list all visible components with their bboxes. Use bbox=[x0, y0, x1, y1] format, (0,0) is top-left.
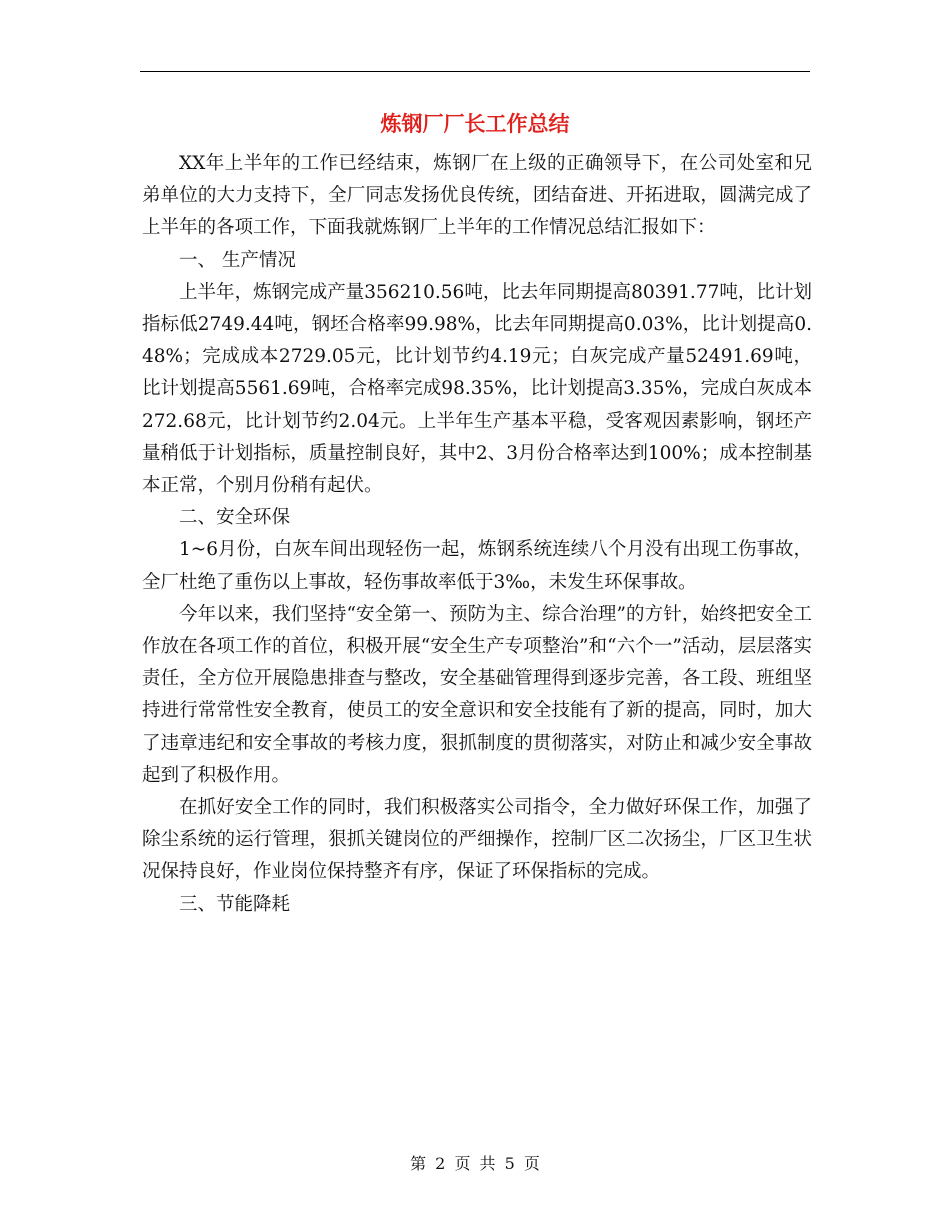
paragraph-safety-incidents: 1~6月份，白灰车间出现轻伤一起，炼钢系统连续八个月没有出现工伤事故，全厂杜绝了重伤以上事故，轻伤事故率低于3‰，未发生环保事故。 bbox=[142, 539, 812, 593]
document-title: 炼钢厂厂长工作总结 bbox=[380, 112, 570, 136]
header-rule bbox=[140, 71, 810, 72]
paragraph-safety-policy: 今年以来，我们坚持“安全第一、预防为主、综合治理”的方针，始终把安全工作放在各项工作的首位，积极开展“安全生产专项整治”和“六个一”活动，层层落实责任，全方位开展隐患排查与整改，安全基础管理得到逐步完善，各工段、班组坚持进行常常性安全教育，使员工的安全意识和安全技能有了新的提高，同时，加大了违章违纪和安全事故的考核力度，狠抓制度的贯彻落实，对防止和减少安全事故起到了积极作用。 bbox=[142, 603, 812, 786]
section-heading-safety: 二、安全环保 bbox=[179, 507, 291, 529]
section-heading-production: 一、 生产情况 bbox=[179, 249, 296, 271]
paragraph-environment: 在抓好安全工作的同时，我们积极落实公司指令，全力做好环保工作，加强了除尘系统的运行管理，狠抓关键岗位的严细操作，控制厂区二次扬尘，厂区卫生状况保持良好，作业岗位保持整齐有序，保证了环保指标的完成。 bbox=[142, 797, 812, 883]
page-number-footer: 第 2 页 共 5 页 bbox=[410, 1154, 540, 1173]
paragraph-production: 上半年，炼钢完成产量356210.56吨，比去年同期提高80391.77吨，比计划指标低2749.44吨，钢坯合格率99.98%，比去年同期提高0.03%，比计划提高0.48%；完成成本2729.05元，比计划节约4.19元；白灰完成产量52491.69吨，比计划提高5561.69吨，合格率完成98.35%，比计划提高3.35%，完成白灰成本272.68元，比计划节约2.04元。上半年生产基本平稳，受客观因素影响，钢坯产量稍低于计划指标，质量控制良好，其中2、3月份合格率达到100%；成本控制基本正常，个别月份稍有起伏。 bbox=[142, 281, 812, 497]
section-heading-energy: 三、节能降耗 bbox=[179, 893, 291, 915]
paragraph-intro: XX年上半年的工作已经结束，炼钢厂在上级的正确领导下，在公司处室和兄弟单位的大力支持下，全厂同志发扬优良传统，团结奋进、开拓进取，圆满完成了上半年的各项工作，下面我就炼钢厂上半年的工作情况总结汇报如下： bbox=[142, 153, 812, 239]
document-body bbox=[142, 148, 812, 921]
